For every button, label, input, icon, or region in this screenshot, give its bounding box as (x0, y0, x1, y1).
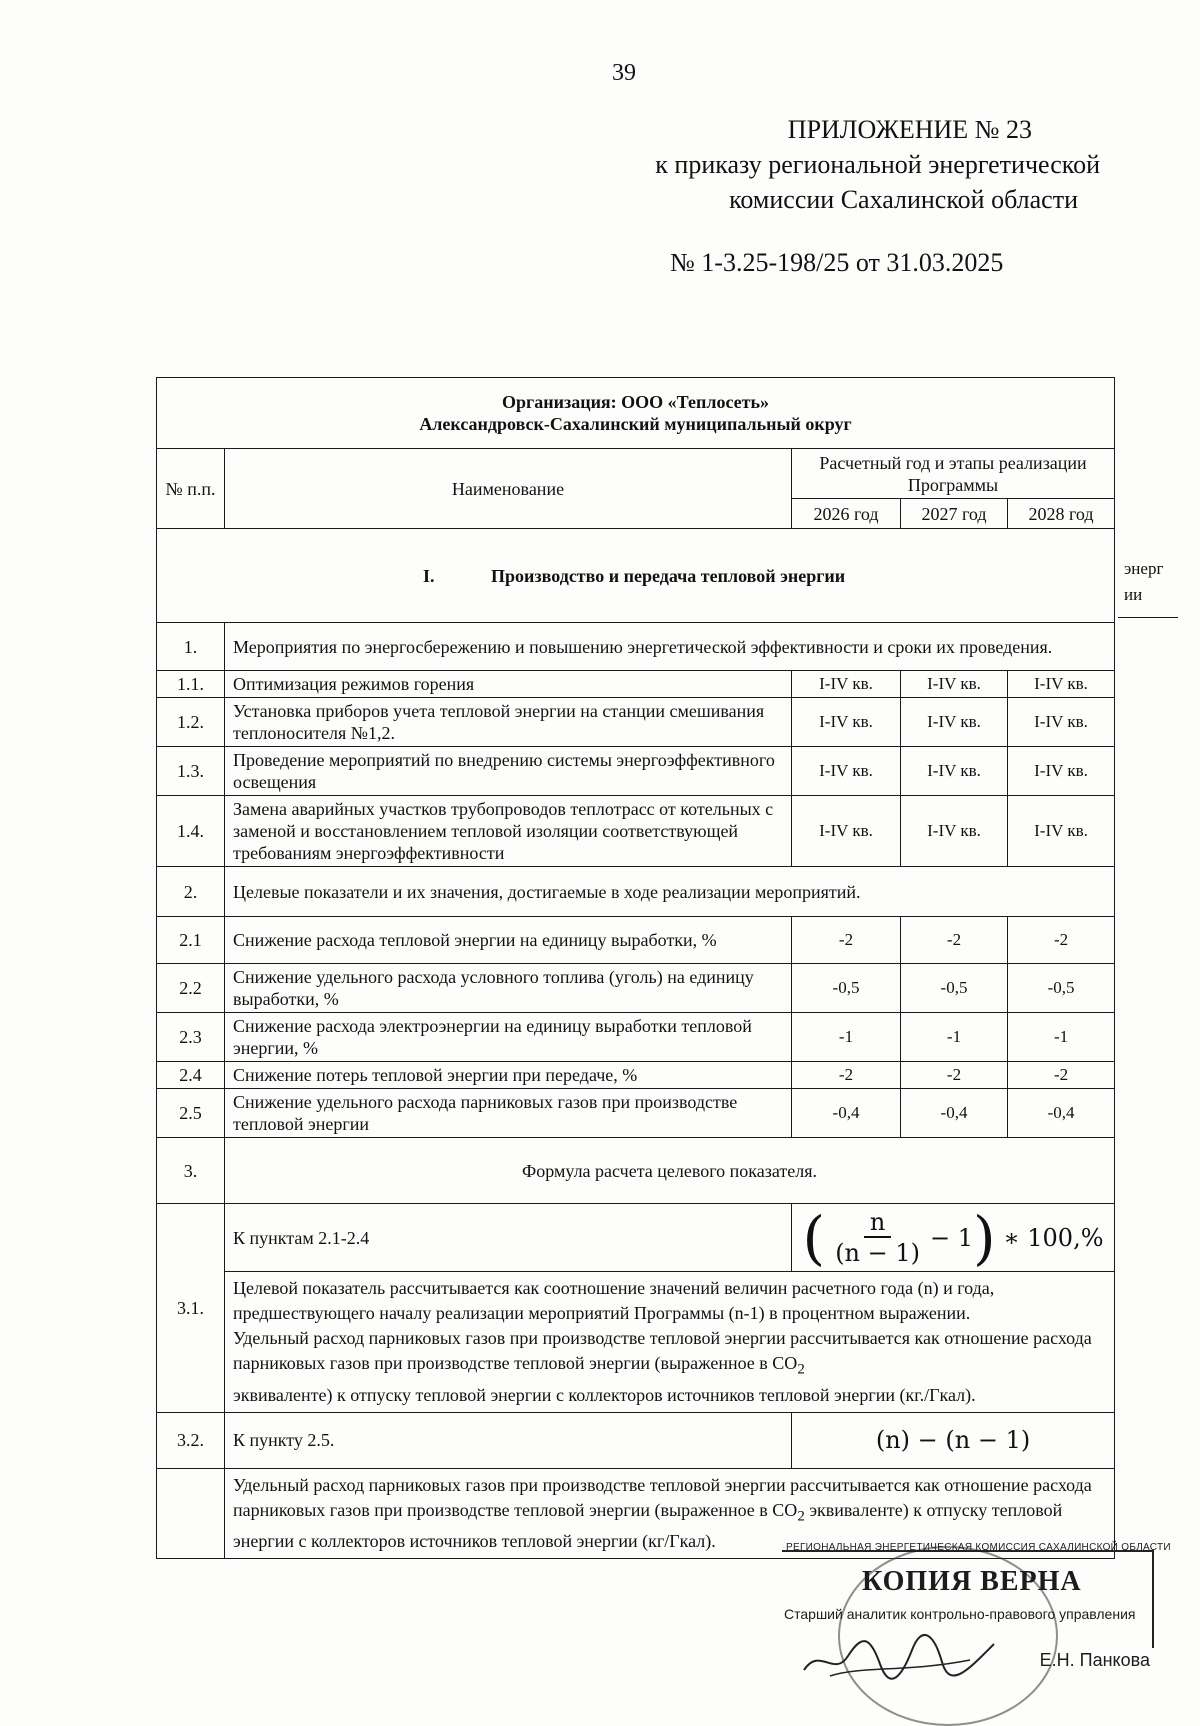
description-text-b: эквиваленте) к отпуску тепловой энергии с коллекторов источников тепловой энергии (кг/Гкал). (233, 1499, 1063, 1552)
row-name: Снижение удельного расхода парниковых газов при производстве тепловой энергии (225, 1089, 792, 1138)
row-text: Целевые показатели и их значения, достигаемые в ходе реализации мероприятий. (225, 867, 1115, 917)
value-2026: -0,5 (792, 964, 901, 1013)
description-cell (225, 1272, 1115, 1413)
value-2027: I-IV кв. (901, 671, 1008, 698)
row-3-1-description (157, 1272, 1115, 1413)
formula-3-1 (792, 1204, 1115, 1272)
org-cell (157, 378, 1115, 449)
side-divider (1118, 617, 1178, 618)
value-2028: I-IV кв. (1008, 796, 1115, 867)
value-2027: I-IV кв. (901, 796, 1008, 867)
value-2026: -2 (792, 917, 901, 964)
value-2028: -0,5 (1008, 964, 1115, 1013)
table-row (157, 917, 1115, 964)
row-text: Мероприятия по энергосбережению и повышению энергетической эффективности и сроки их проведения. (225, 623, 1115, 671)
empty-num-cell (157, 1468, 225, 1559)
description-text-a: Удельный расход парниковых газов при производстве тепловой энергии рассчитывается как отношение расхода парниковых газов при производстве тепловой энергии (выраженное в CO (233, 1474, 1092, 1520)
row-2 (157, 867, 1115, 917)
header-year-2027: 2027 год (901, 499, 1008, 529)
formula-3-2: (n) − (n − 1) (792, 1412, 1115, 1468)
stamp-title: КОПИЯ ВЕРНА (862, 1566, 1082, 1597)
value-2027: -1 (901, 1013, 1008, 1062)
row-num: 2.4 (157, 1062, 225, 1089)
value-2028: -0,4 (1008, 1089, 1115, 1138)
description-text-a: Удельный расход парниковых газов при производстве тепловой энергии рассчитывается как отношение расхода парниковых газов при производстве тепловой энергии (выраженное в CO (233, 1328, 1092, 1373)
co2-subscript: 2 (797, 1508, 805, 1525)
table-row (157, 747, 1115, 796)
row-num: 3.2. (157, 1412, 225, 1468)
header-year-2026: 2026 год (792, 499, 901, 529)
section-title: Производство и передача тепловой энергии (491, 565, 846, 586)
appendix-line-3: комиссии Сахалинской области (729, 185, 1078, 214)
description-text-b: ) к отпуску тепловой энергии с коллекторов источников тепловой энергии (кг./Гкал). (326, 1384, 976, 1405)
org-district: Александровск-Сахалинский муниципальный округ (419, 414, 852, 434)
open-paren: ( (802, 1203, 826, 1272)
row-num: 3. (157, 1138, 225, 1204)
stamp-organization: РЕГИОНАЛЬНАЯ ЭНЕРГЕТИЧЕСКАЯ КОМИССИЯ САХАЛИНСКОЙ ОБЛАСТИ (786, 1542, 1171, 1553)
row-num: 1.1. (157, 671, 225, 698)
row-name: Снижение удельного расхода условного топлива (уголь) на единицу выработки, % (225, 964, 792, 1013)
header-num: № п.п. (157, 449, 225, 529)
header-year-2028: 2028 год (1008, 499, 1115, 529)
formula-denominator: (n − 1) (835, 1238, 921, 1267)
row-num: 3.1. (157, 1204, 225, 1413)
value-2027: -0,5 (901, 964, 1008, 1013)
row-num: 1. (157, 623, 225, 671)
row-name: Снижение расхода электроэнергии на единицу выработки тепловой энергии, % (225, 1013, 792, 1062)
table-row (157, 1062, 1115, 1089)
value-2026: I-IV кв. (792, 671, 901, 698)
value-2028: -1 (1008, 1013, 1115, 1062)
row-num: 2. (157, 867, 225, 917)
row-num: 1.2. (157, 698, 225, 747)
header-row (157, 449, 1115, 499)
row-name: Проведение мероприятий по внедрению системы энергоэффективного освещения (225, 747, 792, 796)
row-num: 2.2 (157, 964, 225, 1013)
row-3 (157, 1138, 1115, 1204)
row-text: Формула расчета целевого показателя. (225, 1138, 1115, 1204)
table-row (157, 698, 1115, 747)
description-paragraph-2 (233, 1326, 1106, 1408)
value-2027: -2 (901, 1062, 1008, 1089)
appendix-title: ПРИЛОЖЕНИЕ № 23 (787, 115, 1032, 144)
row-num: 1.3. (157, 747, 225, 796)
value-2027: -0,4 (901, 1089, 1008, 1138)
row-3-1-formula (157, 1204, 1115, 1272)
formula-minus-one: − 1 (930, 1223, 974, 1252)
row-num: 1.4. (157, 796, 225, 867)
value-2027: -2 (901, 917, 1008, 964)
value-2026: -0,4 (792, 1089, 901, 1138)
row-num: 2.1 (157, 917, 225, 964)
side-fragment-line-1: энерг (1124, 559, 1164, 578)
page-number: 39 (612, 60, 636, 86)
certification-stamp (782, 1542, 1171, 1690)
co2-subscript: 2 (797, 1361, 805, 1378)
program-table (156, 377, 1115, 1559)
side-fragment-line-2: ии (1124, 585, 1143, 604)
row-name: Снижение расхода тепловой энергии на единицу выработки, % (225, 917, 792, 964)
header-period: Расчетный год и этапы реализации Программы (792, 449, 1115, 499)
table-row (157, 1089, 1115, 1138)
value-2028: -2 (1008, 917, 1115, 964)
row-num: 2.5 (157, 1089, 225, 1138)
signature-icon (800, 1626, 1000, 1686)
order-reference: № 1-3.25-198/25 от 31.03.2025 (670, 248, 1004, 277)
table-row (157, 964, 1115, 1013)
equivalent-word: эквиваленте (233, 1384, 327, 1405)
value-2028: I-IV кв. (1008, 671, 1115, 698)
value-2026: -1 (792, 1013, 901, 1062)
table-row (157, 1013, 1115, 1062)
header-name: Наименование (225, 449, 792, 529)
appendix-header (655, 112, 1100, 217)
formula-tail: ∗ 100,% (1003, 1223, 1104, 1252)
value-2027: I-IV кв. (901, 747, 1008, 796)
side-text-fragment (1124, 556, 1163, 608)
section-row (157, 529, 1115, 623)
formula-label: К пункту 2.5. (225, 1412, 792, 1468)
value-2027: I-IV кв. (901, 698, 1008, 747)
row-name: Установка приборов учета тепловой энергии на станции смешивания теплоносителя №1,2. (225, 698, 792, 747)
formula-label: К пунктам 2.1-2.4 (225, 1204, 792, 1272)
appendix-line-2: к приказу региональной энергетической (655, 150, 1100, 179)
description-paragraph-1: Целевой показатель рассчитывается как соотношение значений величин расчетного года (n) и года, предшествующего началу реализации мероприятий Программы (n-1) в процентном выражении. (233, 1278, 995, 1323)
value-2026: I-IV кв. (792, 747, 901, 796)
table-row (157, 796, 1115, 867)
signatory-name: Е.Н. Панкова (1039, 1650, 1150, 1670)
signatory-position: Старший аналитик контрольно-правового управления (784, 1606, 1136, 1622)
value-2028: I-IV кв. (1008, 698, 1115, 747)
value-2028: -2 (1008, 1062, 1115, 1089)
org-row (157, 378, 1115, 449)
value-2028: I-IV кв. (1008, 747, 1115, 796)
value-2026: I-IV кв. (792, 796, 901, 867)
value-2026: -2 (792, 1062, 901, 1089)
section-cell (157, 529, 1115, 623)
row-name: Замена аварийных участков трубопроводов теплотрасс от котельных с заменой и восстановлением тепловой изоляции соответствующей требованиям энергоэффективности (225, 796, 792, 867)
formula-fraction (829, 1208, 926, 1268)
row-num: 2.3 (157, 1013, 225, 1062)
close-paren: ) (973, 1203, 996, 1272)
row-1 (157, 623, 1115, 671)
table-row (157, 671, 1115, 698)
row-3-2-formula (157, 1412, 1115, 1468)
stamp-border-right (1152, 1550, 1154, 1648)
section-roman: I. (423, 565, 435, 586)
org-name: Организация: ООО «Теплосеть» (502, 392, 770, 412)
row-name: Снижение потерь тепловой энергии при передаче, % (225, 1062, 792, 1089)
row-name: Оптимизация режимов горения (225, 671, 792, 698)
value-2026: I-IV кв. (792, 698, 901, 747)
formula-numerator: n (864, 1208, 891, 1238)
